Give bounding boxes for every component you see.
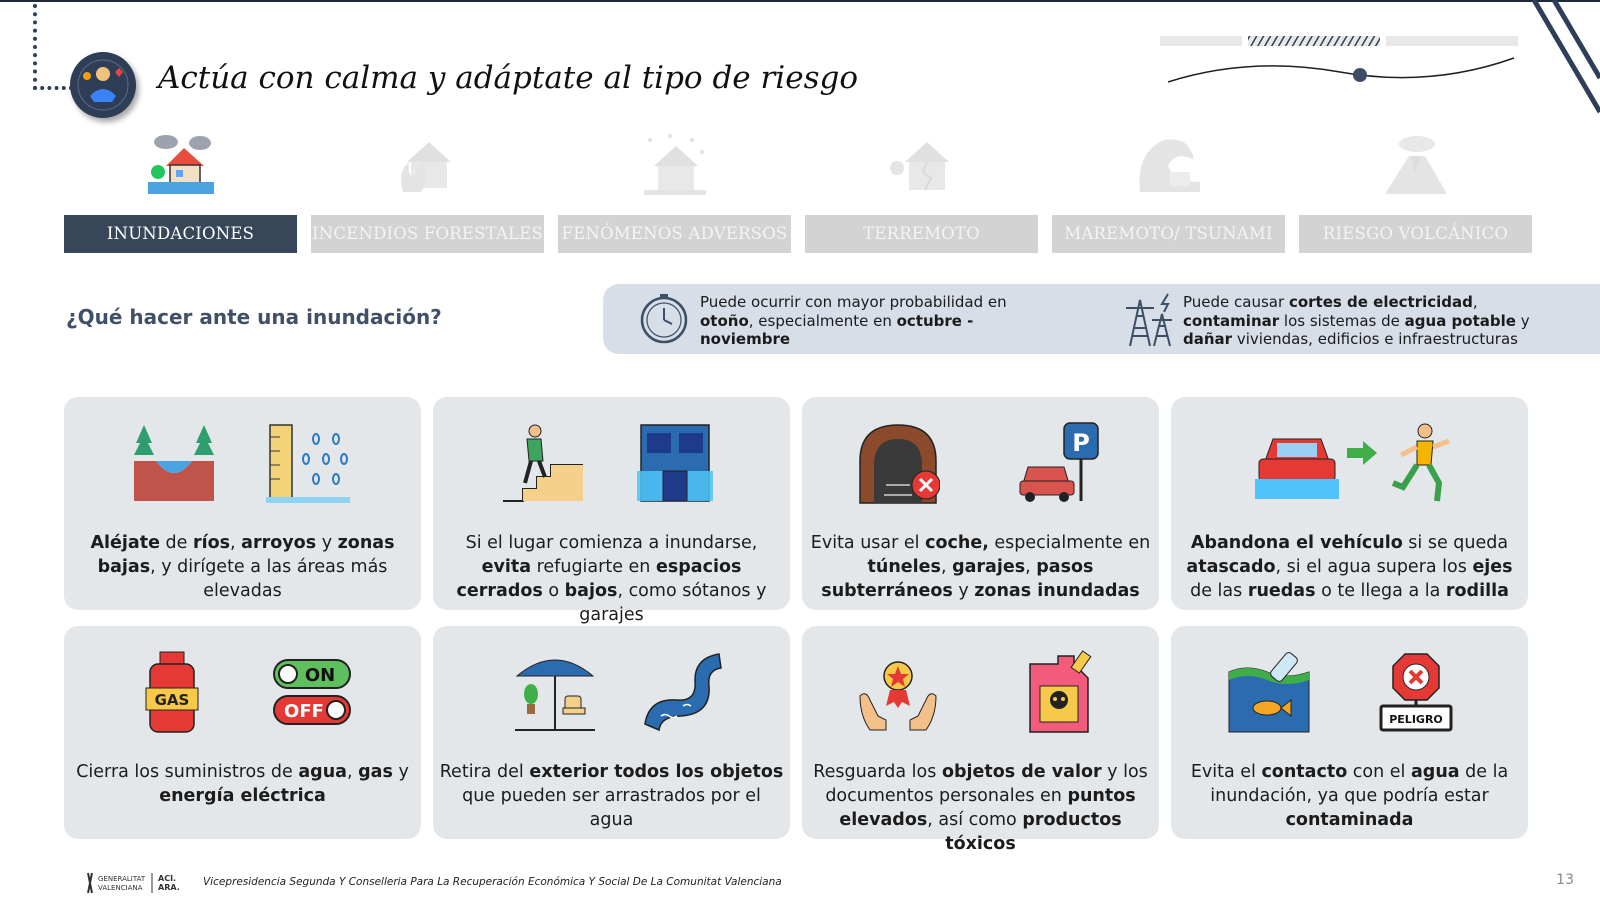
bold-text: zonas bajas (97, 533, 395, 577)
risk-tabs (64, 128, 1534, 254)
card-text (808, 531, 1153, 603)
text-run: , (230, 533, 242, 553)
bold-text: gas (358, 762, 393, 782)
text-run: Retira del (439, 762, 530, 782)
gas-label: GAS (154, 691, 190, 709)
bold-text: Abandona el vehículo (1190, 533, 1403, 553)
text-run: viviendas, edificios e infraestructuras (1232, 330, 1518, 348)
tab-fenomenos-adversos[interactable] (558, 128, 791, 254)
text-run: Si el lugar comienza a inundarse, (465, 533, 758, 553)
bold-text: zonas inundadas (974, 581, 1140, 601)
advice-card (64, 397, 421, 610)
parking-car-icon (1018, 421, 1102, 505)
flooded-house-icon (146, 132, 216, 198)
bold-text: pasos subterráneos (821, 557, 1094, 601)
on-off-switch-icon (270, 650, 354, 734)
text-run: , (346, 762, 359, 782)
arrow-right-icon (1347, 441, 1377, 465)
calm-person-icon (70, 52, 136, 118)
bold-text: evita (481, 557, 532, 577)
card-text (439, 531, 784, 627)
tab-label: MAREMOTO/ TSUNAMI (1052, 215, 1285, 253)
bold-text: dañar (1183, 330, 1233, 348)
tab-maremoto-tsunami[interactable] (1052, 128, 1285, 254)
polluted-water-icon (1227, 650, 1311, 734)
text-run: , si el agua supera los (1275, 557, 1473, 577)
text-run: y (952, 581, 975, 601)
burning-house-icon (393, 132, 463, 198)
bold-text: contaminar (1183, 311, 1280, 330)
bold-text: garajes (952, 557, 1026, 577)
text-run: y (1515, 311, 1530, 330)
power-tower-icon (1124, 292, 1180, 348)
page-title: Actúa con calma y adáptate al tipo de riesgo (158, 60, 858, 96)
effects-text (1183, 293, 1543, 349)
bold-text: energía eléctrica (159, 786, 326, 806)
text-run: que pueden ser arrastrados por el agua (462, 786, 761, 830)
text-run: especialmente en (988, 533, 1151, 553)
card-text (439, 760, 784, 832)
bold-text: productos tóxicos (945, 810, 1122, 854)
text-run: , (1472, 293, 1478, 311)
advice-card (1171, 397, 1528, 610)
gas-cylinder-icon (130, 650, 214, 734)
footer-text: Vicepresidencia Segunda Y Conselleria Para La Recuperación Económica Y Social De La Comunitat Valenciana (203, 876, 782, 888)
bold-text: ruedas (1247, 581, 1316, 601)
tab-inundaciones[interactable] (64, 128, 297, 254)
text-run: Evita usar el (810, 533, 926, 553)
text-run: o te llega a la (1315, 581, 1446, 601)
river-flow-icon (639, 650, 723, 734)
svg-text:VALENCIANA: VALENCIANA (98, 884, 143, 892)
bold-text: octubre - noviembre (700, 311, 974, 348)
bold-text: ríos (192, 533, 231, 553)
corner-stripes-decoration (1510, 0, 1600, 120)
toxic-canister-icon (1018, 650, 1102, 734)
text-run: o (542, 581, 565, 601)
bold-text: bajos (564, 581, 618, 601)
text-run: de las (1190, 581, 1248, 601)
snow-house-icon (640, 132, 710, 198)
advice-card (1171, 626, 1528, 839)
danger-sign-label: PELIGRO (1389, 713, 1443, 726)
tab-label: FENÓMENOS ADVERSOS (558, 215, 791, 253)
bold-text: puntos elevados (839, 786, 1136, 830)
bold-text: arroyos (241, 533, 317, 553)
dotted-frame (33, 4, 73, 90)
card-text (1177, 760, 1522, 832)
probability-text (700, 293, 1040, 349)
tab-incendios-forestales[interactable] (311, 128, 544, 254)
text-run: , especialmente en (748, 311, 897, 330)
advice-card (64, 626, 421, 839)
cracked-house-icon (887, 132, 957, 198)
bold-text: atascado (1186, 557, 1276, 577)
river-icon (132, 421, 216, 505)
advice-card (802, 626, 1159, 854)
bold-text: ejes (1472, 557, 1513, 577)
text-run: los sistemas de (1279, 311, 1405, 330)
wave-house-icon (1134, 132, 1204, 198)
bold-text: agua potable (1404, 311, 1516, 330)
text-run: Puede causar (1183, 293, 1289, 311)
tab-label: TERREMOTO (805, 215, 1038, 253)
top-rule (0, 0, 1600, 2)
rain-gauge-icon (266, 421, 350, 505)
hands-medal-icon (856, 650, 940, 734)
volcano-icon (1381, 132, 1451, 198)
tab-label: RIESGO VOLCÁNICO (1299, 215, 1532, 253)
text-run: , (940, 557, 953, 577)
flooded-building-icon (633, 421, 717, 505)
card-text (1177, 531, 1522, 603)
tab-label: INUNDACIONES (64, 215, 297, 253)
progress-indicator (1160, 34, 1520, 94)
tab-label: INCENDIOS FORESTALES (311, 215, 544, 253)
text-run: de (159, 533, 193, 553)
text-run: con el (1347, 762, 1411, 782)
climbing-stairs-icon (499, 421, 583, 505)
bold-text: objetos de valor (941, 762, 1102, 782)
bold-text: cortes de electricidad (1288, 293, 1473, 311)
tunnel-blocked-icon (856, 421, 940, 505)
bold-text: Aléjate (90, 533, 160, 553)
bold-text: contaminada (1285, 810, 1414, 830)
page-number: 13 (1556, 872, 1574, 888)
svg-text:P: P (1072, 429, 1090, 457)
bold-text: exterior todos los objetos (529, 762, 784, 782)
text-run: y (316, 533, 338, 553)
running-person-icon (1383, 421, 1467, 505)
card-text (808, 760, 1153, 856)
text-run: , como sótanos y garajes (579, 581, 767, 625)
bold-text: espacios cerrados (456, 557, 742, 601)
svg-text:ARA.: ARA. (158, 883, 180, 892)
text-run: y (392, 762, 409, 782)
text-run: , así como (927, 810, 1023, 830)
text-run: si se queda (1402, 533, 1509, 553)
text-run: Evita el (1190, 762, 1262, 782)
bold-text: agua (298, 762, 347, 782)
text-run: Cierra los suministros de (76, 762, 299, 782)
text-run: de la inundación, ya que podría estar (1210, 762, 1509, 806)
bold-text: otoño (700, 311, 749, 330)
bold-text: coche, (925, 533, 989, 553)
text-run: Resguarda los (813, 762, 942, 782)
bold-text: contacto (1261, 762, 1348, 782)
flooded-car-icon (1255, 421, 1339, 505)
svg-text:GENERALITAT: GENERALITAT (98, 875, 146, 883)
tab-riesgo-volcanico[interactable] (1299, 128, 1532, 254)
text-run: refugiarte en (531, 557, 656, 577)
advice-card (433, 626, 790, 839)
advice-card (433, 397, 790, 625)
bold-text: túneles (867, 557, 941, 577)
text-run: , (1025, 557, 1037, 577)
advice-card (802, 397, 1159, 610)
bold-text: rodilla (1445, 581, 1509, 601)
danger-sign-icon (1377, 650, 1461, 734)
patio-furniture-icon (513, 650, 597, 734)
on-label: ON (304, 665, 336, 686)
clock-icon (638, 293, 690, 345)
text-run: y los documentos personales en (825, 762, 1148, 806)
bold-text: agua (1410, 762, 1460, 782)
tab-terremoto[interactable] (805, 128, 1038, 254)
section-question: ¿Qué hacer ante una inundación? (66, 305, 442, 329)
off-label: OFF (284, 701, 324, 722)
text-run: , y dirígete a las áreas más elevadas (150, 557, 388, 601)
text-run: Puede ocurrir con mayor probabilidad en (700, 293, 1007, 311)
generalitat-valenciana-logo (84, 869, 190, 897)
svg-text:ACI.: ACI. (158, 874, 177, 883)
card-text (70, 760, 415, 808)
avatar (70, 52, 136, 118)
card-text (70, 531, 415, 603)
